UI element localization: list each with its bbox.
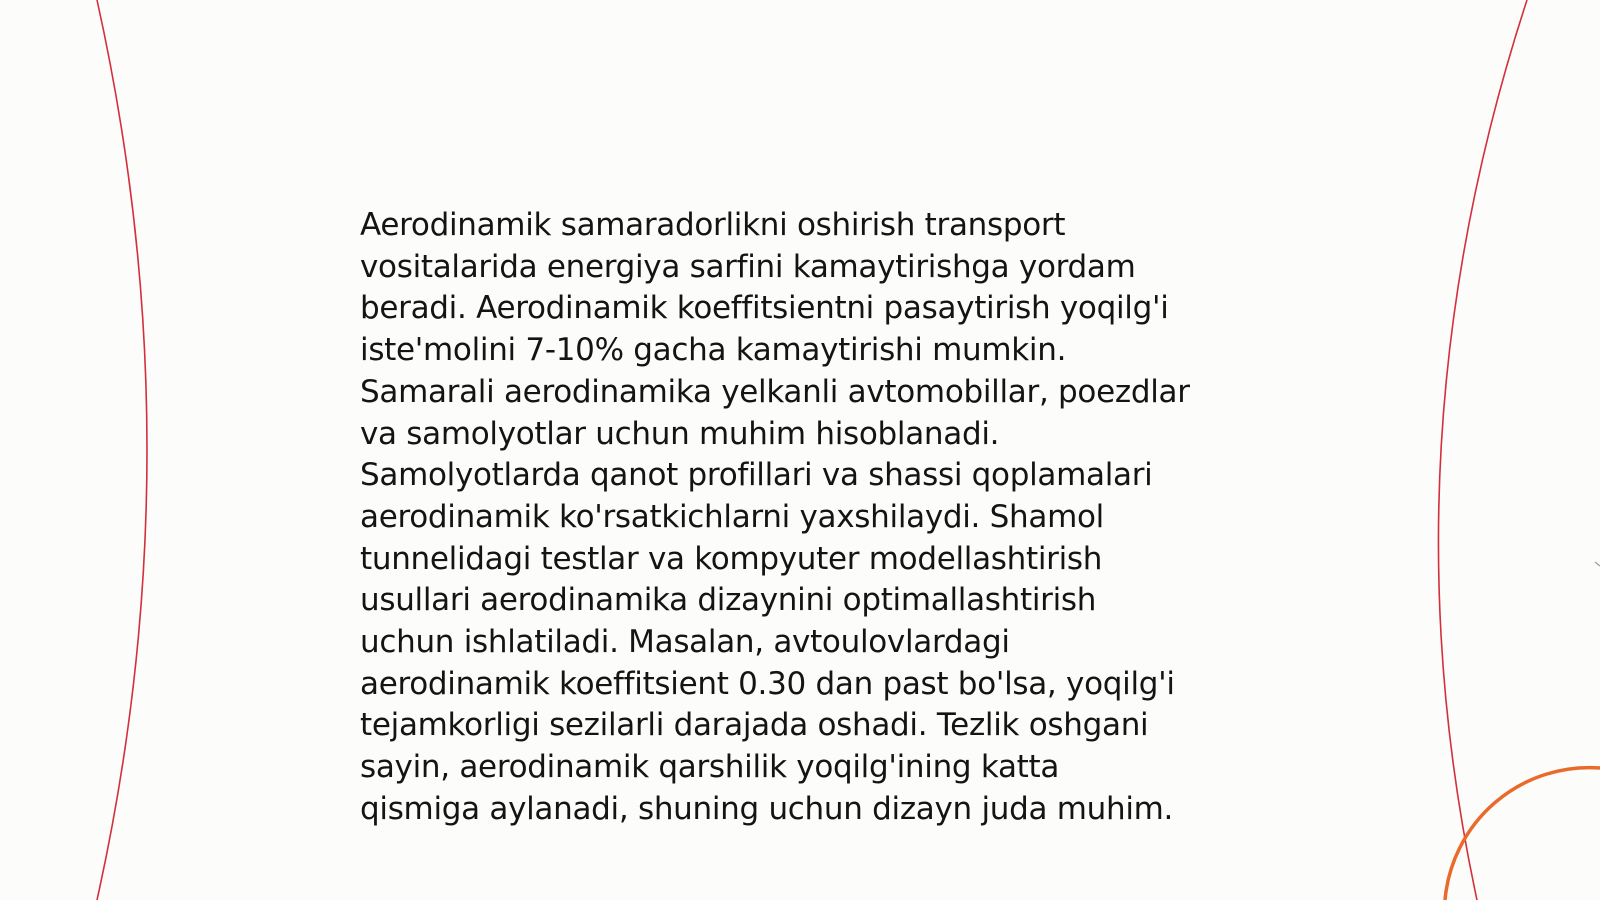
slide-body-text: Aerodinamik samaradorlikni oshirish transport vositalarida energiya sarfini kamaytirishga yordam beradi. Aerodinamik koeffitsientni pasaytirish yoqilg'i iste'molini 7-10% gacha kamaytirishi mumkin. Samarali aerodinamika yelkanli avtomobillar, poezdlar va samolyotlar uchun muhim hisoblanadi. Samolyotlarda qanot profillari va shassi qoplamalari aerodinamik ko'rsatkichlarni yaxshilaydi. Shamol tunnelidagi testlar va kompyuter modellashtirish usullari aerodinamika dizaynini optimallashtirish uchun ishlatiladi. Masalan, avtoulovlardagi aerodinamik koeffitsient 0.30 dan past bo'lsa, yoqilg'i tejamkorligi sezilarli darajada oshadi. Tezlik oshgani sayin, aerodinamik qarshilik yoqilg'ining katta qismiga aylanadi, shuning uchun dizayn juda muhim. <box>360 207 1190 827</box>
right-curve-line <box>1438 0 1527 900</box>
left-curve-line <box>97 0 147 900</box>
orange-accent-arc <box>1445 768 1600 900</box>
right-edge-tick-mark <box>1595 562 1600 566</box>
